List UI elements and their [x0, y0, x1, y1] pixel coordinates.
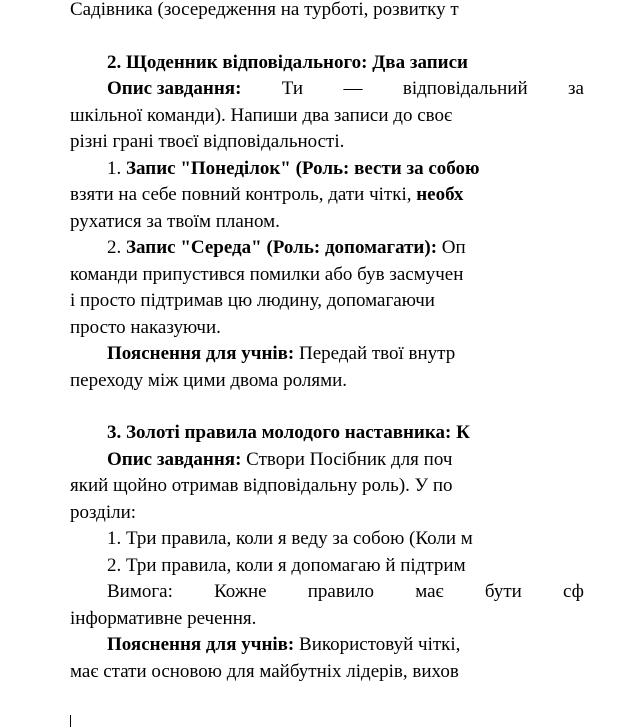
- paragraph-line: просто наказуючи.: [70, 316, 221, 338]
- list-item-wednesday: 2. Запис "Середа" (Роль: допомагати): Оп: [107, 237, 466, 258]
- paragraph-line: взяти на себе повний контроль, дати чіткі, необх: [70, 184, 464, 205]
- paragraph-line: різні грані твоєї відповідальності.: [70, 131, 345, 152]
- text-cursor: [70, 715, 71, 727]
- document-page: [70, 0, 630, 685]
- section-3-heading: 3. Золоті правила молодого наставника: К: [107, 422, 470, 443]
- paragraph-line: переходу між цими двома ролями.: [70, 369, 348, 391]
- paragraph-line: має стати основою для майбутніх лідерів, вихов: [70, 660, 459, 682]
- paragraph-line: шкільної команди). Напиши два записи до своє: [70, 104, 453, 126]
- list-item-rules-lead: 1. Три правила, коли я веду за собою (Коли м: [107, 528, 473, 549]
- section-2-description: Опис завдання: Ти — відповідальний за: [107, 78, 584, 99]
- section-3-description: Опис завдання: Створи Посібник для поч: [107, 448, 453, 470]
- paragraph-line: розділи:: [70, 501, 137, 523]
- section-2-explanation: Пояснення для учнів: Передай твої внутр: [107, 343, 456, 364]
- list-item-monday: 1. Запис "Понеділок" (Роль: вести за собою: [107, 157, 480, 179]
- section-3-explanation: Пояснення для учнів: Використовуй чіткі,: [107, 634, 461, 655]
- paragraph-line: команди припустився помилки або був засмучен: [70, 263, 464, 285]
- paragraph-line: і просто підтримав цю людину, допомагаючи: [70, 290, 435, 311]
- section-2-heading: 2. Щоденник відповідального: Два записи: [107, 51, 468, 73]
- section-3-requirement: Вимога: Кожне правило має бути сф: [107, 581, 584, 602]
- paragraph-line: рухатися за твоїм планом.: [70, 210, 280, 232]
- paragraph-line: який щойно отримав відповідальну роль). У по: [70, 475, 453, 496]
- paragraph-line: Садівника (зосередження на турботі, розвитку т: [70, 0, 459, 20]
- list-item-rules-help: 2. Три правила, коли я допомагаю й підтрим: [107, 554, 466, 576]
- paragraph-line: інформативне речення.: [70, 607, 257, 629]
